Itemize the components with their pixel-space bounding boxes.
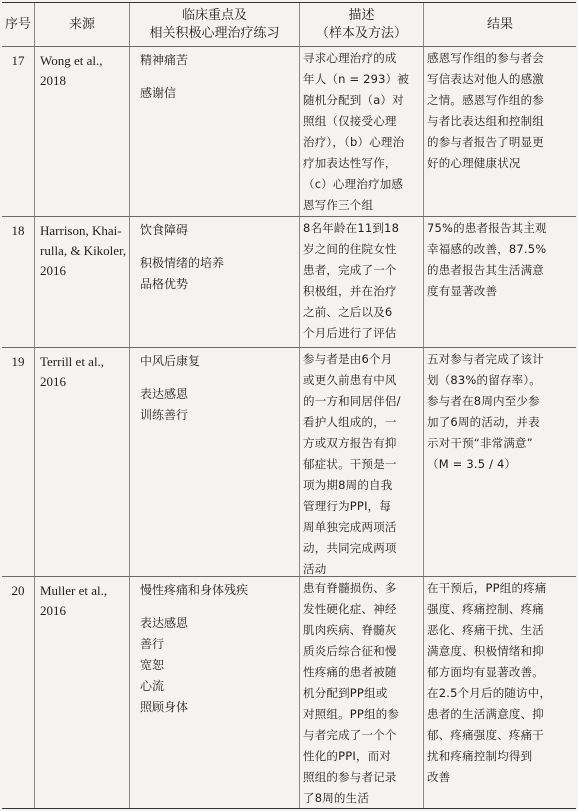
row-number: 20 [2, 577, 35, 808]
table-row [2, 577, 576, 808]
description-line: 了8周的生活 [303, 791, 370, 805]
source-cell [35, 47, 130, 216]
result-line: 在干预后，PP组的疼痛 [427, 581, 547, 595]
source-cell [35, 577, 130, 808]
result-line: 扰和疼痛控制均得到 [427, 749, 533, 763]
description-line: （c）心理治疗加感 [303, 177, 404, 191]
description-line: 个月后进行了评估 [303, 326, 397, 340]
description-line: 周单独完成两项活 [303, 520, 397, 534]
description-cell [300, 577, 424, 808]
result-line: 的参与者报告了明显更 [427, 135, 544, 149]
focus-exercise: 宽恕 [140, 658, 165, 672]
table-row [2, 217, 576, 348]
table-row [2, 47, 576, 217]
table-header [2, 3, 576, 47]
description-line: 郁症状。干预是一 [303, 457, 397, 471]
result-line: 好的心理健康状况 [427, 156, 521, 170]
description-line: 质炎后综合征和慢 [303, 644, 397, 658]
focus-exercise: 照顾身体 [140, 700, 189, 714]
result-line: 参与者在8周内至少参 [427, 394, 540, 408]
description-line: 随机分配到（a）对 [303, 93, 404, 107]
result-cell [424, 348, 576, 576]
description-line: 之前、之后以及6 [303, 305, 393, 319]
result-line: 患者的生活满意度、抑 [427, 707, 544, 721]
source-line: 2018 [40, 73, 66, 88]
description-line: 或更久前患有中风 [303, 373, 397, 387]
description-cell [300, 217, 424, 347]
source-line: 2016 [40, 374, 66, 389]
table-row [2, 348, 576, 577]
result-line: 写信表达对他人的感激 [427, 72, 544, 86]
focus-cell [130, 217, 300, 347]
row-number: 19 [2, 348, 35, 576]
description-line: 对照组。PP组的参 [303, 707, 400, 721]
focus-exercise: 品格优势 [140, 277, 189, 291]
source-line: Harrison, Khai- [40, 223, 122, 238]
focus-exercise: 积极情绪的培养 [140, 256, 225, 270]
description-line: 方或双方报告有抑 [303, 436, 397, 450]
description-line: 恩写作三个组 [303, 198, 374, 212]
description-line: 患者，完成了一个 [303, 263, 397, 277]
result-line: 五对参与者完成了该计 [427, 352, 544, 366]
description-line: 8名年龄在11到18 [303, 221, 400, 235]
result-line: 幸福感的改善，87.5% [427, 242, 547, 256]
description-line: 机分配到PP组或 [303, 686, 388, 700]
source-line: Wong et al., [40, 53, 103, 68]
result-line: 在2.5个月后的随访中， [427, 686, 552, 700]
result-line: 郁、疼痛强度、疼痛干 [427, 728, 544, 742]
focus-cell [130, 348, 300, 576]
description-line: 性化的PPI，而对 [303, 749, 392, 763]
header-source: 来源 [35, 3, 130, 46]
header-no: 序号 [2, 3, 35, 46]
description-line: 性疼痛的患者被随 [303, 665, 397, 679]
result-cell [424, 47, 576, 216]
focus-title: 慢性疼痛和身体残疾 [140, 583, 249, 597]
description-cell [300, 47, 424, 216]
description-line: 照组（仅接受心理 [303, 114, 397, 128]
source-cell [35, 217, 130, 347]
source-line: 2016 [40, 263, 66, 278]
source-line: rulla, & Kikoler, [40, 243, 127, 258]
description-line: 发性硬化症、神经 [303, 602, 397, 616]
result-line: （M = 3.5 / 4） [427, 457, 517, 471]
description-line: 与者完成了一个个 [303, 728, 397, 742]
focus-exercise: 表达感恩 [140, 387, 189, 401]
focus-exercise: 感谢信 [140, 86, 177, 100]
description-line: 动，共同完成两项 [303, 541, 397, 555]
description-line: 的一方和同居伴侣/ [303, 394, 401, 408]
result-line: 感恩写作组的参与者会 [427, 51, 544, 65]
source-line: Muller et al., [40, 583, 108, 598]
result-line: 75%的患者报告其主观 [427, 221, 547, 235]
description-line: 患有脊髓损伤、多 [303, 581, 397, 595]
description-line: 治疗），（b）心理治 [303, 135, 405, 149]
header-result: 结果 [486, 16, 513, 32]
description-line: 肌肉疾病、脊髓灰 [303, 623, 397, 637]
result-line: 度有显著改善 [427, 284, 498, 298]
result-line: 示对干预“非常满意” [427, 436, 533, 450]
result-line: 与者比表达组和控制组 [427, 114, 544, 128]
source-line: Terrill et al., [40, 354, 105, 369]
focus-title: 饮食障碍 [140, 223, 189, 237]
description-line: 项为期8周的自我 [303, 478, 393, 492]
result-line: 之情。感恩写作组的参 [427, 93, 544, 107]
header-description: 描述 （样本及方法） [300, 3, 424, 46]
focus-title: 中风后康复 [140, 354, 201, 368]
row-number: 18 [2, 217, 35, 347]
focus-title: 精神痛苦 [140, 53, 189, 67]
focus-exercise: 心流 [140, 679, 165, 693]
result-line: 的患者报告其生活满意 [427, 263, 544, 277]
result-line: 划（83%的留存率）。 [427, 373, 542, 387]
description-line: 岁之间的住院女性 [303, 242, 397, 256]
focus-exercise: 善行 [140, 637, 165, 651]
row-number: 17 [2, 47, 35, 216]
description-line: 年人（n = 293）被 [303, 72, 410, 86]
description-line: 活动 [303, 562, 327, 576]
description-cell [300, 348, 424, 576]
description-line: 看护人组成的，一 [303, 415, 397, 429]
description-line: 参与者是由6个月 [303, 352, 393, 366]
source-line: 2016 [40, 603, 66, 618]
result-line: 强度、疼痛控制、疼痛 [427, 602, 544, 616]
result-line: 加了6周的活动，并表 [427, 415, 540, 429]
description-line: 管理行为PPI，每 [303, 499, 392, 513]
result-line: 改善 [427, 770, 451, 784]
description-line: 疗加表达性写作， [303, 156, 397, 170]
result-line: 恶化、疼痛干扰、生活 [427, 623, 544, 637]
description-line: 寻求心理治疗的成 [303, 51, 397, 65]
description-line: 积极组，并在治疗 [303, 284, 397, 298]
focus-cell [130, 47, 300, 216]
research-table [2, 2, 576, 809]
result-cell [424, 577, 576, 808]
focus-cell [130, 577, 300, 808]
header-focus: 临床重点及 相关积极心理治疗练习 [130, 3, 300, 46]
description-line: 照组的参与者记录 [303, 770, 397, 784]
focus-exercise: 训练善行 [140, 408, 189, 422]
result-line: 满意度、积极情绪和抑 [427, 644, 544, 658]
focus-exercise: 表达感恩 [140, 616, 189, 630]
result-line: 郁方面均有显著改善。 [427, 665, 544, 679]
source-cell [35, 348, 130, 576]
result-cell [424, 217, 576, 347]
